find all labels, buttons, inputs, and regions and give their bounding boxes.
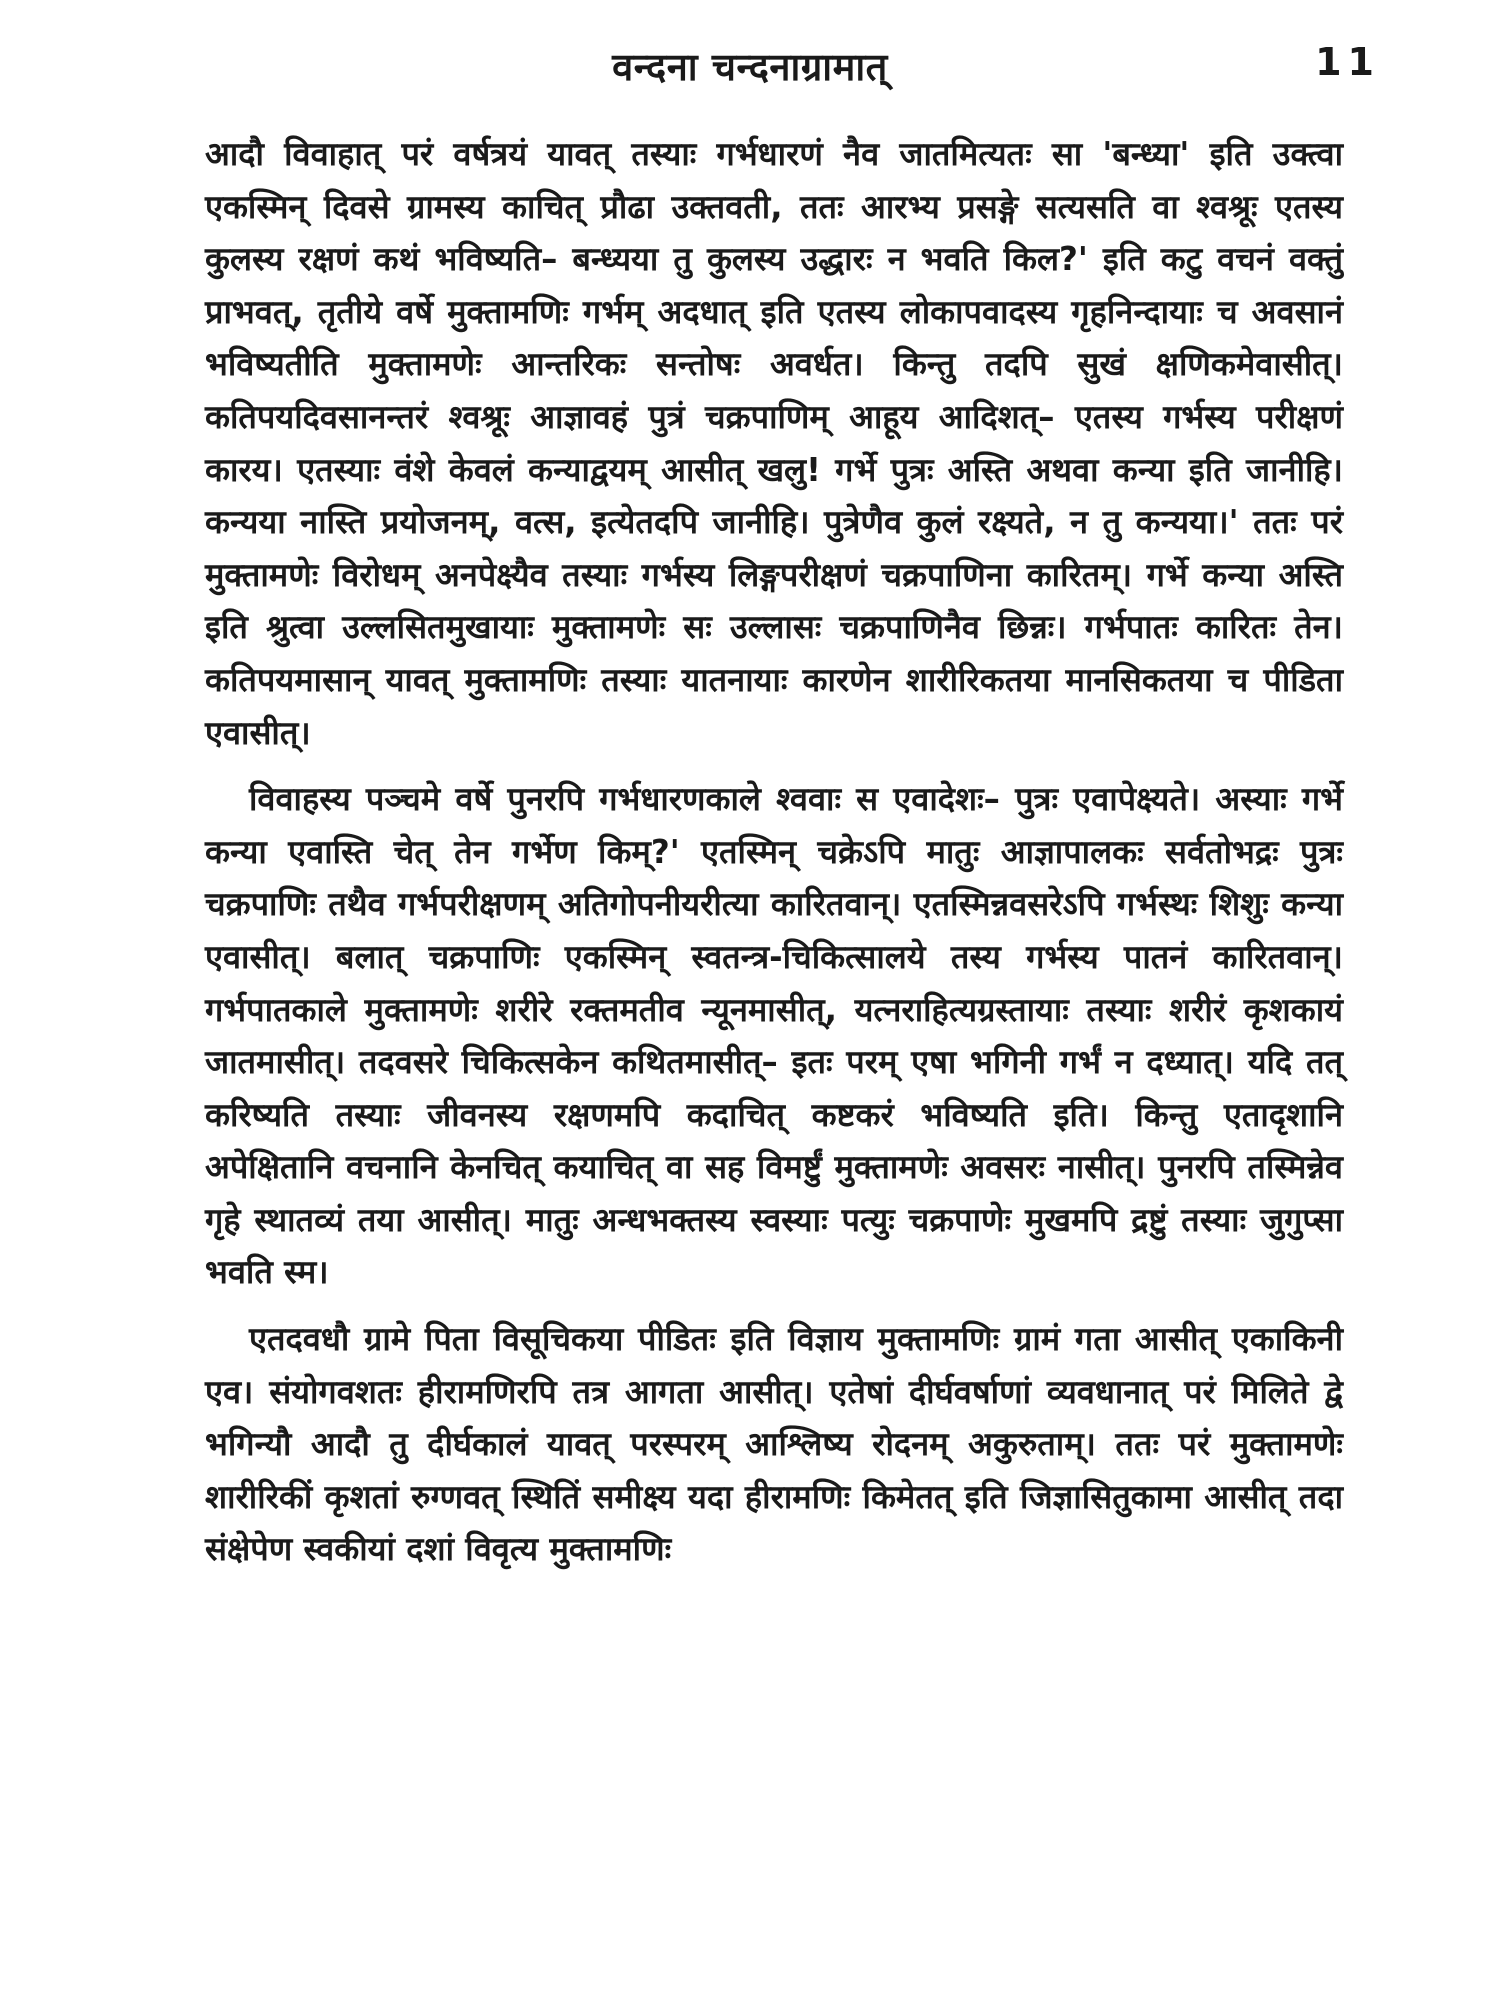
paragraph: आदौ विवाहात् परं वर्षत्रयं यावत् तस्याः गर्भधारणं नैव जातमित्यतः सा 'बन्ध्या' इति उक्त्वा एकस्मिन् दिवसे ग्रामस्य काचित् प्रौढा उक्तवती, ततः आरभ्य प्रसङ्गे सत्यसति वा श्वश्रूः एतस्य कुलस्य रक्षणं कथं भविष्यति– बन्ध्यया तु कुलस्य उद्धारः न भवति किल?' इति कटु वचनं वक्तुं प्राभवत्, तृतीये वर्षे मुक्तामणिः गर्भम् अदधात् इति एतस्य लोकापवादस्य गृहनिन्दायाः च अवसानं भविष्यतीति मुक्तामणेः आन्तरिकः सन्तोषः अवर्धत। किन्तु तदपि सुखं क्षणिकमेवासीत्। कतिपयदिवसानन्तरं श्वश्रूः आज्ञावहं पुत्रं चक्रपाणिम् आहूय आदिशत्– एतस्य गर्भस्य परीक्षणं कारय। एतस्याः वंशे केवलं कन्याद्वयम् आसीत् खलु! गर्भे पुत्रः अस्ति अथवा कन्या इति जानीहि। कन्यया नास्ति प्रयोजनम्, वत्स, इत्येतदपि जानीहि। पुत्रेणैव कुलं रक्ष्यते, न तु कन्यया।' ततः परं मुक्तामणेः विरोधम् अनपेक्ष्यैव तस्याः गर्भस्य लिङ्गपरीक्षणं चक्रपाणिना कारितम्। गर्भे कन्या अस्ति इति श्रुत्वा उल्लसितमुखायाः मुक्तामणेः सः उल्लासः चक्रपाणिनैव छिन्नः। गर्भपातः कारितः तेन। कतिपयमासान् यावत् मुक्तामणिः तस्याः यातनायाः कारणेन शारीरिकतया मानसिकतया च पीडिता एवासीत्। bbox=[205, 135, 1344, 752]
chapter-title: वन्दना चन्दनाग्रामात् bbox=[612, 45, 888, 89]
page-number: 11 bbox=[1315, 40, 1380, 84]
paragraph: विवाहस्य पञ्चमे वर्षे पुनरपि गर्भधारणकाले श्ववाः स एवादेशः– पुत्रः एवापेक्ष्यते। अस्याः गर्भे कन्या एवास्ति चेत् तेन गर्भेण किम्?' एतस्मिन् चक्रेऽपि मातुः आज्ञापालकः सर्वतोभद्रः पुत्रः चक्रपाणिः तथैव गर्भपरीक्षणम् अतिगोपनीयरीत्या कारितवान्। एतस्मिन्नवसरेऽपि गर्भस्थः शिशुः कन्या एवासीत्। बलात् चक्रपाणिः एकस्मिन् स्वतन्त्र-चिकित्सालये तस्य गर्भस्य पातनं कारितवान्। गर्भपातकाले मुक्तामणेः शरीरे रक्तमतीव न्यूनमासीत्, यत्नराहित्यग्रस्तायाः तस्याः शरीरं कृशकायं जातमासीत्। तदवसरे चिकित्सकेन कथितमासीत्– इतः परम् एषा भगिनी गर्भं न दध्यात्। यदि तत् करिष्यति तस्याः जीवनस्य रक्षणमपि कदाचित् कष्टकरं भविष्यति इति। किन्तु एतादृशानि अपेक्षितानि वचनानि केनचित् कयाचित् वा सह विमर्ष्टुं मुक्तामणेः अवसरः नासीत्। पुनरपि तस्मिन्नेव गृहे स्थातव्यं तया आसीत्। मातुः अन्धभक्तस्य स्वस्याः पत्युः चक्रपाणेः मुखमपि द्रष्टुं तस्याः जुगुप्सा भवति स्म। bbox=[205, 780, 1343, 1292]
paragraph: एतदवधौ ग्रामे पिता विसूचिकया पीडितः इति विज्ञाय मुक्तामणिः ग्रामं गता आसीत् एकाकिनी एव। संयोगवशतः हीरामणिरपि तत्र आगता आसीत्। एतेषां दीर्घवर्षाणां व्यवधानात् परं मिलिते द्वे भगिन्यौ आदौ तु दीर्घकालं यावत् परस्परम् आश्लिष्य रोदनम् अकुरुताम्। ततः परं मुक्तामणेः शारीरिकीं कृशतां रुग्णवत् स्थितिं समीक्ष्य यदा हीरामणिः किमेतत् इति जिज्ञासितुकामा आसीत् तदा संक्षेपेण स्वकीयां दशां विवृत्य मुक्तामणिः bbox=[205, 1320, 1343, 1569]
body-text bbox=[205, 128, 1343, 1590]
running-header bbox=[0, 40, 1500, 100]
